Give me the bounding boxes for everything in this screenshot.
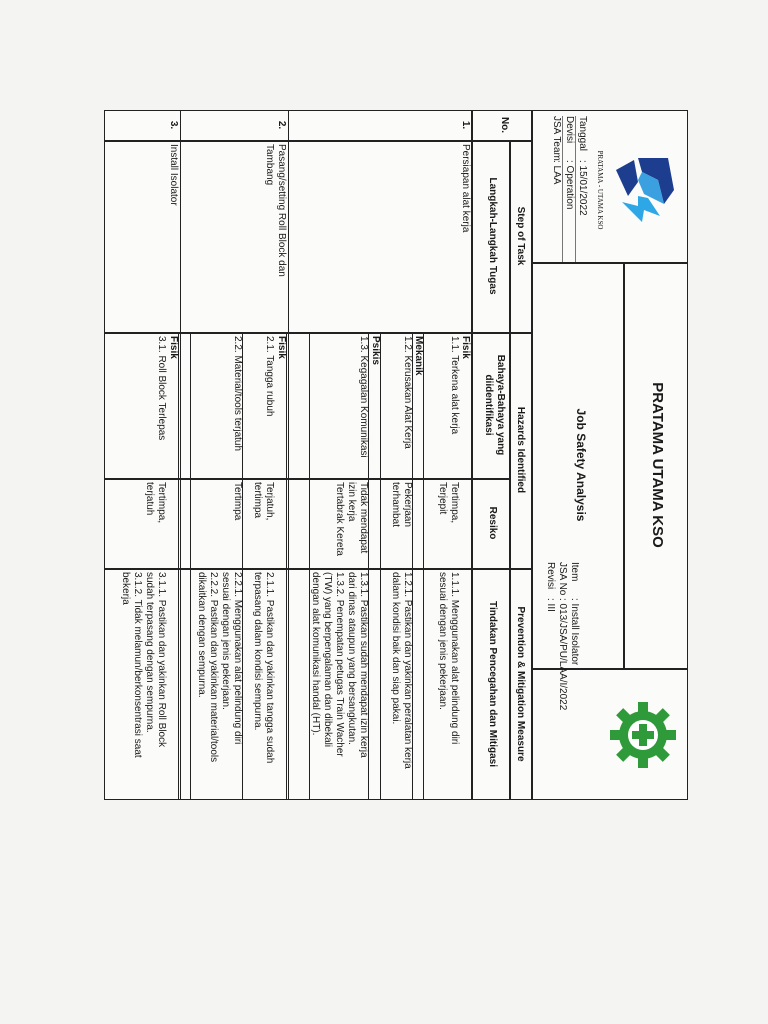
col-group-hazard: Hazards Identified xyxy=(515,406,526,494)
cell-category: Fisik xyxy=(168,336,179,359)
cell-risk: Tidak mendapat izin kerja Tertabrak Kereta xyxy=(334,482,369,556)
cell-measure: 1.2.1. Pastikan dan yakinkan peralatan kerja dalam kondisi baik dan siap pakai. xyxy=(390,572,413,769)
cell-measure: 1.1.1. Menggunakan alat pelindung diri sesuai dengan jenis pekerjaan. xyxy=(437,572,460,745)
meta-right xyxy=(534,562,580,792)
logo-caption: PRATAMA - UTAMA KSO xyxy=(596,150,604,230)
meta-value-item: : Install Isolator xyxy=(569,598,580,666)
company-title: PRATAMA UTAMA KSO xyxy=(649,382,666,548)
cell-no: 3. xyxy=(168,120,179,130)
cell-no: 2. xyxy=(276,120,287,130)
col-header-prevention: Tindakan Pencegahan dan Mitigasi xyxy=(487,601,498,767)
col-header-hazard: Bahaya-Bahaya yang diidentifikasi xyxy=(483,354,506,459)
cell-hazard: 1.3. Kegagalan Komunikasi xyxy=(358,336,369,458)
meta-label-item: Item xyxy=(569,562,580,582)
cell-hazard: 2.2. Material/tools terjatuh xyxy=(232,336,243,452)
col-group-step: Step of Task xyxy=(515,206,526,266)
company-logo-icon xyxy=(608,150,678,230)
cell-step: Persiapan alat kerja xyxy=(460,144,471,233)
col-group-prevention: Prevention & Mitigation Measure xyxy=(515,606,526,762)
cell-measure: 3.1.1. Pastikan dan yakinkan Roll Block sudah terpasang dengan sempurna. 3.1.2. Tidak melamun/berkonsentrasi saat bekerja xyxy=(120,572,167,758)
cell-risk: Pekerjaan terhambat xyxy=(390,482,413,528)
meta-label-jsa-no: JSA No xyxy=(557,562,568,596)
cell-category: Fisik xyxy=(460,336,471,359)
cell-step: Pasang/setting Roll Block dan Tambang xyxy=(264,144,287,277)
meta-label-revision: Revisi xyxy=(545,562,556,590)
cell-risk: Terjatuh, tertimpa xyxy=(252,482,275,521)
doc-title: Job Safety Analysis xyxy=(574,408,588,522)
cell-measure: 1.3.1. Pastikan sudah mendapat izin kerja dari dinas ataupun yang bersangkutan. 1.3.2. Penempatan petugas Train Wacher (TW) yang berpengalaman dan dibekali dengan alat komunikasi handal (HT). xyxy=(310,572,369,758)
cell-step: Install Isolator xyxy=(168,144,179,206)
meta-value-division: : Operation xyxy=(564,160,575,210)
cell-category: Mekanik xyxy=(413,336,424,376)
meta-value-revision: : III xyxy=(545,598,556,612)
meta-value-date: : 15/01/2022 xyxy=(577,160,588,216)
col-header-risk: Resiko xyxy=(487,506,498,540)
cell-no: 1. xyxy=(460,120,471,130)
cell-hazard: 1.1. Terkena alat kerja xyxy=(449,336,460,435)
col-header-no: No. xyxy=(499,116,510,134)
cell-hazard: 1.2. Kerusakan Alat Kerja xyxy=(402,336,413,449)
meta-label-division: Devisi xyxy=(564,116,575,144)
cell-measure: 2.1.1. Pastikan dan yakinkan tangga sudah terpasang dalam kondisi sempurna. xyxy=(252,572,275,764)
safety-gear-cross-icon xyxy=(608,700,678,770)
meta-label-date: Tanggal xyxy=(577,116,588,152)
cell-measure: 2.2.1. Menggunakan alat pelindung diri sesuai dengan jenis pekerjaan. 2.2.2. Pastikan dan yakinkan material/tools dikaitkan dengan sempurna. xyxy=(196,572,243,763)
cell-risk: Tertimpa, Terjepit xyxy=(437,482,460,524)
cell-hazard: 3.1. Roll Block Terlepas xyxy=(156,336,167,441)
meta-label-team: JSA Team xyxy=(551,116,562,161)
rotated-jsa-form xyxy=(104,110,688,800)
meta-value-team: : LAA xyxy=(551,160,562,185)
cell-risk: Tertimpa xyxy=(232,482,243,521)
cell-category: Psikis xyxy=(370,336,381,365)
cell-hazard: 2.1. Tangga rubuh xyxy=(264,336,275,417)
scanned-document-page xyxy=(104,110,688,800)
cell-risk: Tertimpa, terjatuh xyxy=(144,482,167,524)
cell-category: Fisik xyxy=(276,336,287,359)
meta-value-jsa-no: : 013/JSA/PU/LAA/I/2022 xyxy=(557,598,568,711)
col-header-step: Langkah-Langkah Tugas xyxy=(487,177,498,295)
